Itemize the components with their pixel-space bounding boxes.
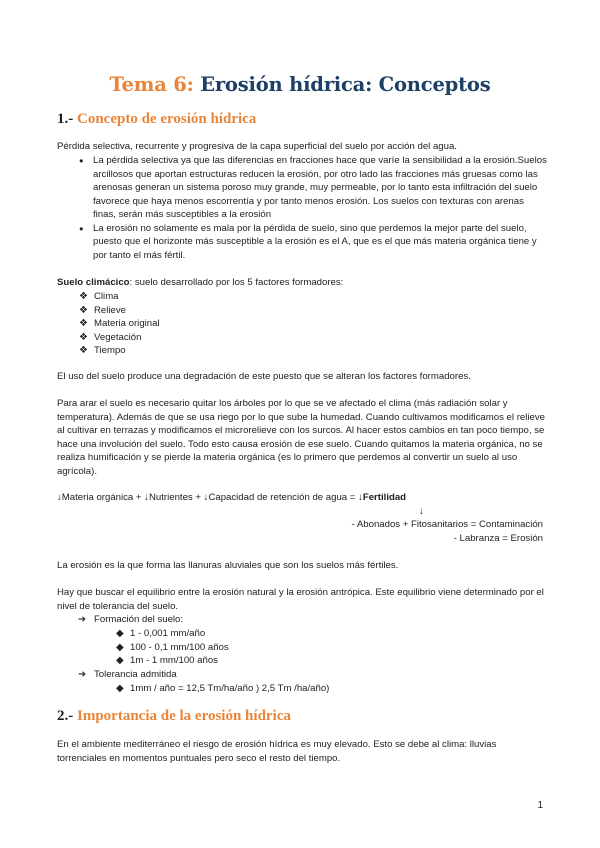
- equilibrio-paragraph: Hay que buscar el equilibrio entre la erosión natural y la erosión antrópica. Este equilibrio viene determinado por el nivel de tolerancia del suelo.: [57, 587, 544, 612]
- section-1-number: 1.-: [57, 111, 74, 127]
- llanuras-paragraph: La erosión es la que forma las llanuras aluviales que son los suelos más fértiles.: [57, 560, 399, 571]
- factor-item: ❖ Relieve: [79, 304, 126, 316]
- para-arar-paragraph: Para arar el suelo es necesario quitar los árboles por lo que se ve afectado el clima (más radiación solar y temperatura). Además de que se usa riego por lo que sube la humedad. Cuando cultivamos modificamos el relieve al cultivar en terrazas y modificamos el microrelieve con los surcos. Al hacer estos cambios en tan poco tiempo, se hace una involución del suelo. Todo esto causa erosión de ese suelo. Cuando quitamos la materia orgánica, no se realiza humificación y se pierde la materia orgánica (es lo primero que perdemos al convertir un suelo al uso agrícola).: [57, 398, 545, 477]
- formula-result: ↓Fertilidad: [358, 492, 407, 503]
- suelo-climacico-definition: : suelo desarrollado por los 5 factores formadores:: [129, 277, 344, 288]
- tolerancia-item: ◆ 1mm / año = 12,5 Tm/ha/año ) 2,5 Tm /ha/año): [116, 683, 330, 694]
- section-1-title: Concepto de erosión hídrica: [77, 111, 257, 127]
- suelo-climacico-paragraph: [57, 276, 547, 290]
- tolerancia-list: [116, 682, 329, 696]
- diamond-bullet-icon: ❖: [79, 318, 88, 329]
- formula-line: [57, 491, 547, 505]
- mediterraneo-paragraph: En el ambiente mediterráneo el riesgo de erosión hídrica es muy elevado. Esto se debe al clima: lluvias torrenciales en momentos puntuales pero seco el resto del tiempo.: [57, 739, 497, 764]
- factores-list: [79, 290, 160, 358]
- title-main: Erosión hídrica: Conceptos: [200, 73, 491, 96]
- factor-item: ❖ Tiempo: [79, 345, 126, 356]
- intro-paragraph: Pérdida selectiva, recurrente y progresiva de la capa superficial del suelo por acción del agua.: [57, 141, 457, 152]
- formacion-item: ◆ 1m - 1 mm/100 años: [116, 655, 218, 666]
- formula-left: ↓Materia orgánica + ↓Nutrientes + ↓Capacidad de retención de agua =: [57, 492, 359, 503]
- tolerancia-heading: [78, 668, 177, 682]
- down-arrow-icon: ↓: [419, 506, 424, 517]
- arrow-right-icon: ➔: [78, 669, 87, 680]
- diamond-bullet-icon: ❖: [79, 304, 88, 316]
- diamond-icon: ◆: [116, 655, 124, 666]
- diamond-icon: ◆: [116, 641, 124, 653]
- suelo-climacico-term: Suelo climácico: [57, 277, 130, 288]
- bullet-item: ● La pérdida selectiva ya que las diferencias en fracciones hace que varíe la sensibilidad a la erosión.Suelos arcillosos que aportan estructuras reducen la erosión, por otro lado las fracciones más gruesas como las arenosas generan un sistema poroso muy grande, muy permeable, por lo tanto esta infiltración del suelo favorece que haya menos escorrentía y por tanto menos erosión. Los suelos con texturas con arenas finas, serán más susceptibles a la erosión: [79, 154, 547, 222]
- uso-suelo-paragraph: El uso del suelo produce una degradación de este puesto que se alteran los factores formadores.: [57, 371, 471, 382]
- formacion-heading: [78, 613, 183, 627]
- bullet-item: ● La erosión no solamente es mala por la pérdida de suelo, sino que perdemos la mejor parte del suelo, puesto que el horizonte más susceptible a la erosión es el A, que es el que más materia orgánica tiene y por tanto el más fértil.: [79, 222, 547, 263]
- page-title: [0, 72, 600, 98]
- formacion-list: [116, 627, 229, 668]
- diamond-icon: ◆: [116, 683, 124, 694]
- formula-contaminacion: - Abonados + Fitosanitarios = Contaminación: [351, 519, 543, 530]
- section-2-number: 2.-: [57, 708, 74, 724]
- formacion-item: ◆ 1 - 0,001 mm/año: [116, 628, 206, 639]
- factor-item: ❖ Vegetación: [79, 331, 142, 343]
- formacion-item: ◆ 100 - 0,1 mm/100 años: [116, 641, 229, 653]
- factor-item: ❖ Materia original: [79, 318, 160, 329]
- page-number: 1: [537, 799, 543, 811]
- section-2-title: Importancia de la erosión hídrica: [77, 708, 291, 724]
- formula-erosion: - Labranza = Erosión: [453, 533, 543, 544]
- factor-item: ❖ Clima: [79, 291, 119, 302]
- section-2-heading: [57, 706, 291, 726]
- section-1-heading: [57, 109, 256, 129]
- diamond-bullet-icon: ❖: [79, 291, 88, 302]
- title-accent: Tema 6:: [109, 73, 194, 96]
- diamond-bullet-icon: ❖: [79, 331, 88, 343]
- diamond-icon: ◆: [116, 628, 124, 639]
- tolerancia-label: Tolerancia admitida: [94, 669, 177, 680]
- formacion-label: Formación del suelo:: [94, 614, 184, 625]
- diamond-bullet-icon: ❖: [79, 345, 88, 356]
- concept-bullet-list: [79, 154, 547, 262]
- arrow-right-icon: ➔: [78, 614, 87, 625]
